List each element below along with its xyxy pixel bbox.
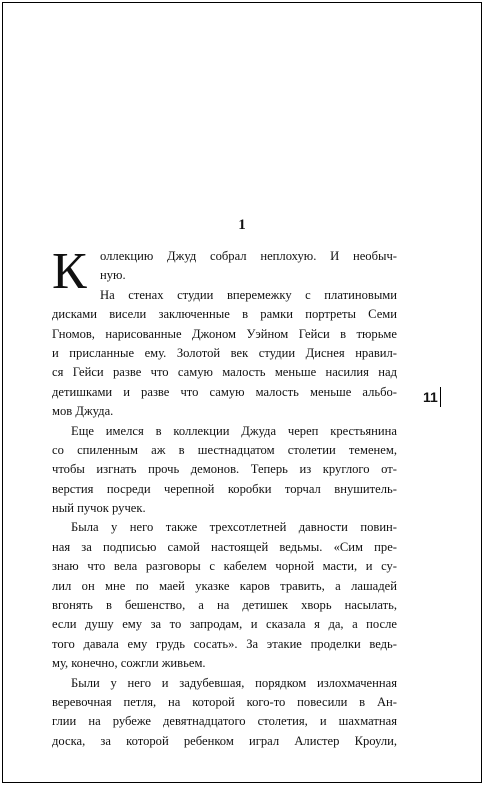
text-line: если душу ему за то запродам, и сказала я да, а после — [52, 617, 397, 632]
drop-cap: К — [52, 243, 87, 300]
text-line: глии на рубеже девятнадцатого столетия, и шахматная — [52, 714, 397, 729]
text-line: и присланные ему. Золотой век студии Диснея нравил- — [52, 345, 397, 360]
text-line: доска, за которой ребенком играл Алистер Кроули, — [52, 733, 397, 748]
opening-paragraph — [52, 243, 397, 305]
text-line: лил он мне по маей указке каров травить, а лашадей — [52, 578, 397, 593]
text-line: ся Гейси разве что самую малость меньше насилия над — [52, 365, 397, 380]
text-line: ный пучок ручек. — [52, 501, 146, 516]
text-line: На стенах студии вперемежку с платиновыми — [100, 287, 397, 302]
text-line: Еще имелся в коллекции Джуда череп крестьянина — [71, 423, 397, 438]
page-number-label: 11 — [423, 389, 438, 405]
text-line: оллекцию Джуд собрал неплохую. И необыч- — [100, 249, 397, 263]
page-number-rule — [440, 387, 442, 407]
body-text — [52, 243, 397, 751]
text-line: знаю что вела разговоры с кабелем чорной масти, и су- — [52, 559, 397, 574]
text-line: вгонять в бешенство, а на детишек хворь насылать, — [52, 598, 397, 613]
text-line: чтобы изгнать прочь демонов. Теперь из круглого от- — [52, 462, 397, 477]
text-line: дисками висели заключенные в рамки портреты Семи — [52, 307, 397, 322]
page-number — [423, 387, 441, 407]
book-page — [2, 2, 482, 783]
text-line: детишками и разве что самую малость меньше альбо- — [52, 384, 397, 399]
text-line: Гномов, нарисованные Джоном Уэйном Гейси в тюрьме — [52, 326, 397, 341]
text-line: того давала ему грудь сосать». За этакие проделки ведь- — [52, 636, 397, 651]
text-line: ную. — [100, 268, 126, 283]
text-line: мов Джуда. — [52, 404, 114, 419]
text-line: му, конечно, сожгли живьем. — [52, 656, 206, 671]
chapter-number: 1 — [238, 217, 246, 233]
text-line: ная за подписью самой настоящей ведьмы. «Сим пре- — [52, 539, 397, 554]
text-line: со спиленным аж в шестнадцатом столетии теменем, — [52, 442, 397, 457]
text-line: Была у него также трехсотлетней давности повин- — [71, 520, 397, 535]
text-line: Были у него и задубевшая, порядком излохмаченная — [71, 675, 397, 690]
text-line: веревочная петля, на которой кого-то повесили в Ан- — [52, 694, 397, 709]
text-line: верстия посреди черепной коробки торчал внушитель- — [52, 481, 397, 496]
